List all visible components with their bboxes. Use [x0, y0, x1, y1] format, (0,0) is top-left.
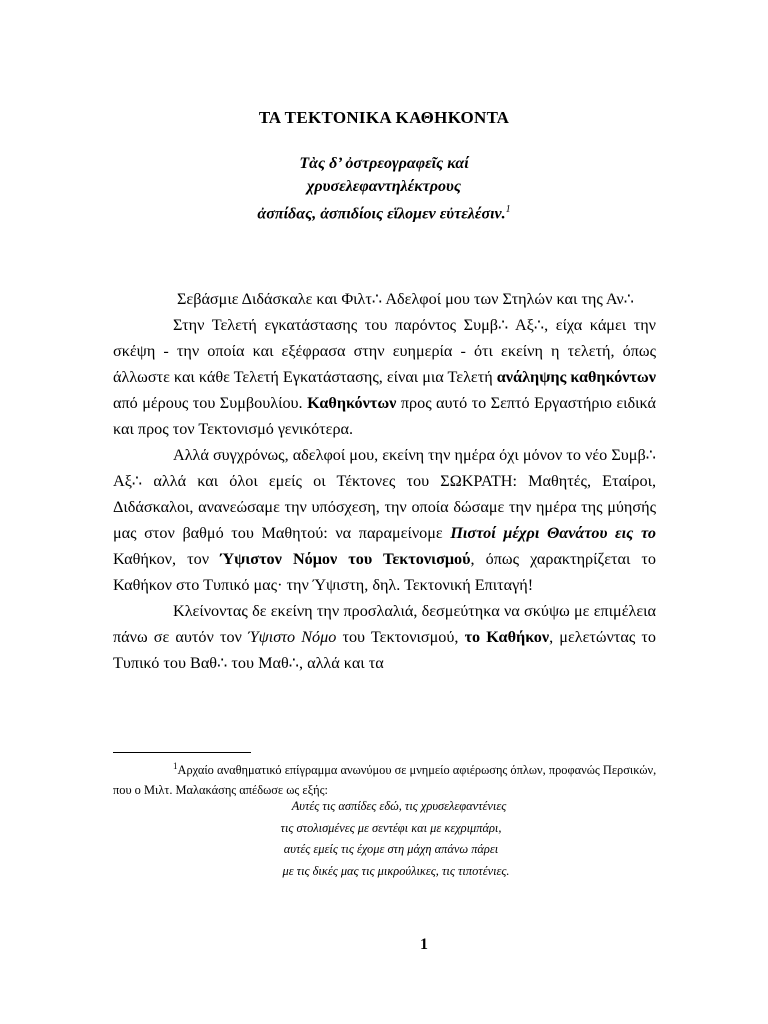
epigraph-line-3 — [0, 198, 768, 225]
epigraph-line-2: χρυσελεφαντηλέκτρους — [306, 178, 461, 195]
paragraph-1: Σεβάσμιε Διδάσκαλε και Φιλτ∴ Αδελφοί μου των Στηλών και της Αν∴ — [177, 290, 634, 308]
poem-line-4: με τις δικές μας τις μικρούλικες, τις τιποτένιες. — [282, 863, 510, 878]
epigraph-line-1: Τὰς δ’ ὀστρεογραφεῖς καί — [299, 155, 469, 172]
paragraph-3-text-c: , όπως χαρακτηρίζεται το Καθήκον στο Τυπικό μας· την Ύψιστη, δηλ. Τεκτονική Επιταγή! — [113, 550, 657, 594]
footnote-poem — [0, 796, 768, 882]
document-title: ΤΑ ΤΕΚΤΟΝΙΚΑ ΚΑΘΗΚΟΝΤΑ — [258, 108, 510, 127]
paragraph-4-italic: Ύψιστο Νόμο — [247, 628, 337, 646]
body-text — [113, 286, 656, 676]
epigraph — [0, 152, 768, 225]
poem-line-3: αυτές εμείς τις έχομε στη μάχη απάνω πάρει — [283, 842, 499, 856]
paragraph-3-text-a: Αλλά συγχρόνως, αδελφοί μου, εκείνη την ημέρα όχι μόνον το νέο Συμβ∴ Αξ∴ αλλά και όλοι εμείς οι Τέκτονες του ΣΩΚΡΑΤΗ: Μαθητές, Εταίροι, Διδάσκαλοι, ανανεώσαμε την υπόσχεση, την οποία δώσαμε την ημέρα της μύησής μας στον βαθμό του Μαθητού: να παραμείνομε — [113, 446, 656, 542]
paragraph-2-text-a: Στην Τελετή εγκατάστασης του παρόντος Συμβ∴ Αξ∴, είχα κάμει την σκέψη - την οποία και εξέφρασα στην ευημερία - ότι εκείνη η τελετή, όπως άλλωστε και κάθε Τελετή Εγκατάστασης, είναι μια Τελετή — [113, 316, 656, 386]
paragraph-4-text-a: Κλείνοντας δε εκείνη την προσλαλιά, δεσμεύτηκα να σκύψω με επιμέλεια πάνω σε αυτόν τον — [113, 602, 656, 646]
poem-line-2: τις στολισμένες με σεντέφι και με κεχριμπάρι, — [280, 820, 502, 835]
paragraph-4-text-c: , μελετώντας το Τυπικό του Βαθ∴ του Μαθ∴, αλλά και τα — [113, 628, 656, 672]
footnote-body: Αρχαίο αναθηματικό επίγραμμα ανωνύμου σε μνημείο αφιέρωσης όπλων, προφανώς Περσικών, που ο Μιλτ. Μαλακάσης απέδωσε ως εξής: — [113, 763, 657, 798]
paragraph-2 — [113, 312, 656, 442]
paragraph-3-bold-italic: Πιστοί μέχρι Θανάτου εις το — [450, 524, 657, 542]
paragraph-4-bold: το Καθήκον — [464, 628, 550, 646]
poem-line-1: Αυτές τις ασπίδες εδώ, τις χρυσελεφαντένιες — [291, 799, 507, 813]
footnote-text — [113, 756, 658, 800]
paragraph-2-bold-a: ανάληψης καθηκόντων — [496, 368, 656, 386]
footnote-marker: 1 — [173, 761, 178, 771]
paragraph-2-text-b: από μέρους του Συμβουλίου. — [113, 394, 303, 412]
epigraph-line-3-text: ἀσπίδας, ἀσπιδίοις εἵλομεν εὐτελέσιν. — [257, 205, 506, 223]
page-number: 1 — [420, 936, 428, 953]
paragraph-3-text-b: Καθήκον, τον — [113, 550, 210, 568]
paragraph-4-text-b: του Τεκτονισμού, — [342, 628, 459, 646]
paragraph-3 — [113, 442, 656, 598]
footnote — [113, 756, 658, 800]
paragraph-3-bold: Ύψιστον Νόμον του Τεκτονισμού — [220, 550, 471, 568]
paragraph-4 — [113, 598, 656, 676]
paragraph-2-text-c: προς αυτό το Σεπτό Εργαστήριο ειδικά και προς τον Τεκτονισμό γενικότερα. — [113, 394, 656, 438]
footnote-separator — [113, 752, 251, 753]
footnote-reference[interactable]: 1 — [505, 204, 511, 215]
paragraph-2-bold-b: Καθηκόντων — [307, 394, 397, 412]
